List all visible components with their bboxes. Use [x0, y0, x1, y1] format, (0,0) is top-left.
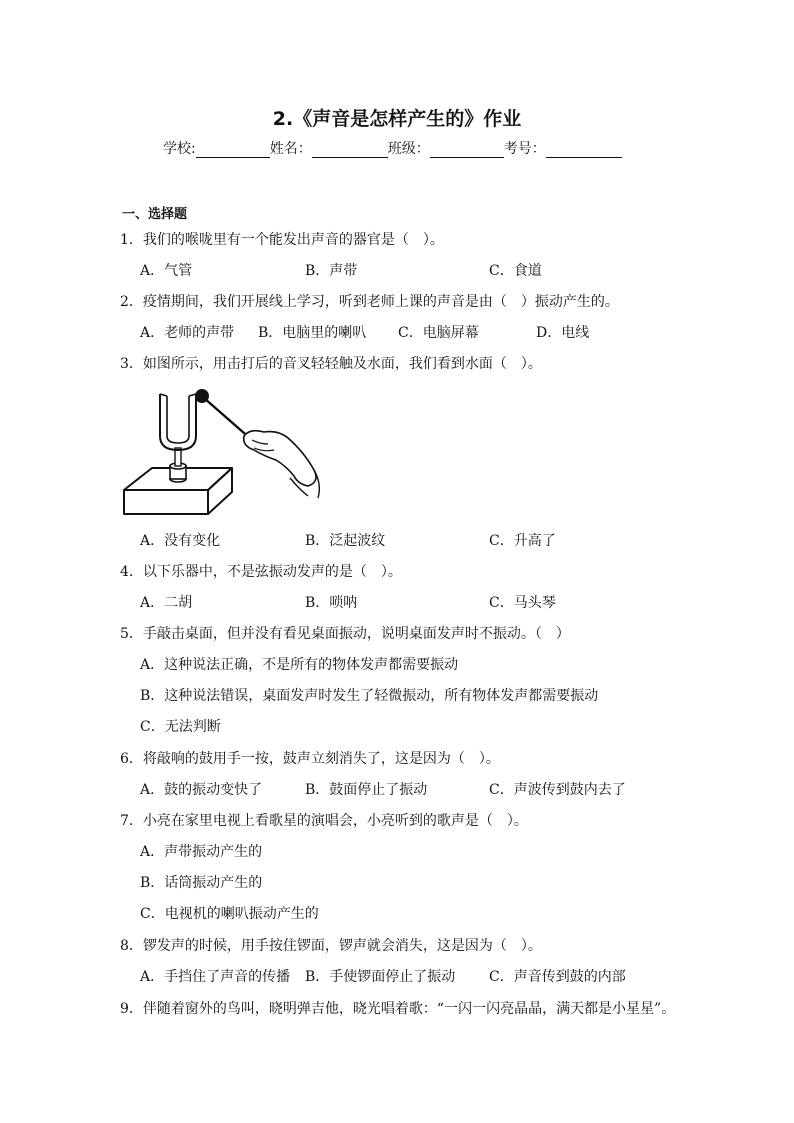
number-label: 考号：	[503, 141, 546, 157]
question-6: 6．将敲响的鼓用手一按，鼓声立刻消失了，这是因为（ ）。	[120, 751, 500, 767]
q2-option-d: D．电线	[536, 325, 590, 341]
q6-option-a: A．鼓的振动变快了	[140, 782, 263, 798]
class-label: 班级：	[387, 141, 430, 157]
question-9: 9．伴随着窗外的鸟叫，晓明弹吉他，晓光唱着歌：“一闪一闪亮晶晶，满天都是小星星”。	[120, 1001, 676, 1017]
q2-option-a: A．老师的声带	[140, 325, 235, 341]
q4-option-a: A．二胡	[140, 595, 193, 611]
q7-option-a: A．声带振动产生的	[140, 844, 263, 860]
q8-option-a: A．手挡住了声音的传播	[140, 969, 291, 985]
tuning-fork-figure	[118, 386, 324, 518]
q6-option-b: B．鼓面停止了振动	[305, 782, 428, 798]
q3-option-c: C．升高了	[489, 533, 556, 549]
q6-option-c: C．声波传到鼓内去了	[489, 782, 626, 798]
q1-option-b: B．声带	[305, 263, 358, 279]
q3-option-b: B．泛起波纹	[305, 533, 386, 549]
school-label: 学校:	[163, 141, 196, 157]
page-title: 2.《声音是怎样产生的》作业	[272, 108, 522, 130]
name-label: 姓名：	[269, 141, 312, 157]
q4-option-b: B．唢呐	[305, 595, 358, 611]
question-7: 7．小亮在家里电视上看歌星的演唱会，小亮听到的歌声是（ ）。	[120, 813, 528, 829]
q3-option-a: A．没有变化	[140, 533, 221, 549]
class-blank[interactable]	[430, 143, 504, 158]
question-1: 1．我们的喉咙里有一个能发出声音的器官是（ ）。	[120, 232, 444, 248]
school-blank[interactable]	[196, 143, 270, 158]
name-blank[interactable]	[312, 143, 388, 158]
q5-option-c: C．无法判断	[140, 719, 221, 735]
q5-option-a: A．这种说法正确，不是所有的物体发声都需要振动	[140, 657, 459, 673]
q5-option-b: B．这种说法错误，桌面发声时发生了轻微振动，所有物体发声都需要振动	[140, 688, 599, 704]
question-3: 3．如图所示，用击打后的音叉轻轻触及水面，我们看到水面（ ）。	[120, 356, 542, 372]
q2-option-c: C．电脑屏幕	[398, 325, 479, 341]
q7-option-b: B．话筒振动产生的	[140, 875, 263, 891]
number-blank[interactable]	[546, 143, 622, 158]
q4-option-c: C．马头琴	[489, 595, 556, 611]
q8-option-c: C．声音传到鼓的内部	[489, 969, 626, 985]
question-2: 2．疫情期间，我们开展线上学习，听到老师上课的声音是由（ ）振动产生的。	[120, 294, 619, 310]
q7-option-c: C．电视机的喇叭振动产生的	[140, 906, 319, 922]
q8-option-b: B．手使锣面停止了振动	[305, 969, 456, 985]
question-8: 8．锣发声的时候，用手按住锣面，锣声就会消失，这是因为（ ）。	[120, 938, 542, 954]
q2-option-b: B．电脑里的喇叭	[258, 325, 367, 341]
question-5: 5．手敲击桌面，但并没有看见桌面振动，说明桌面发声时不振动。（ ）	[120, 626, 570, 642]
q1-option-a: A．气管	[140, 263, 193, 279]
q1-option-c: C．食道	[489, 263, 542, 279]
section-heading: 一、选择题	[122, 207, 188, 222]
question-4: 4．以下乐器中，不是弦振动发声的是（ ）。	[120, 564, 402, 580]
student-info-line	[163, 138, 622, 158]
